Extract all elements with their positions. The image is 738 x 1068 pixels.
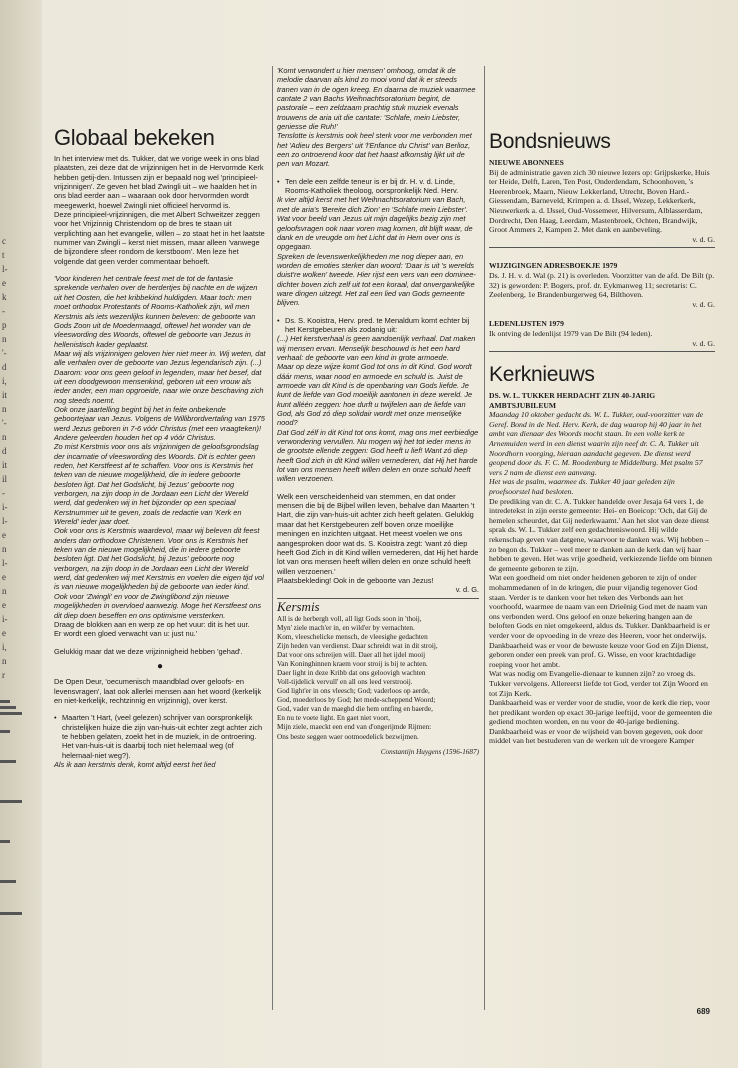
gutter-mark (0, 706, 16, 709)
gutter-letter: '- (2, 418, 7, 428)
gutter-letter: l- (2, 516, 8, 526)
gutter-letter: i, (2, 376, 7, 386)
gutter-letter: - (2, 306, 5, 316)
gutter-letter: k (2, 292, 7, 302)
poem-line: God, vader van de maeghd die hem ontfing en baerde, (277, 705, 433, 714)
poem-line: Zijn heden van verdienst. Daar schreidt wat in dit stroij, (277, 642, 438, 651)
gutter-letter: d (2, 446, 7, 456)
poem-line: God light'er in ons vleesch; God; vaderloos op aerde, (277, 687, 430, 696)
poem-line: God, moederloos by God; het mede-scheppend Woord; (277, 696, 436, 705)
poem-line: Myn' ziele mach'er in, en wild'er by vernachten. (277, 623, 415, 632)
gutter-letter: e (2, 278, 6, 288)
quote-paragraph: Dat God zélf in dit Kind tot ons komt, mag ons met eerbiedige verwondering vervullen. Nu mogen wij het tot ieder mens in de grootste ellende zeggen: God heeft u lief! Want zó diep heeft God zich in dit Kind willen vernederen, dat Hij het harde lot van ons mensen heeft willen delen en onze schuld heeft willen verzoenen. (277, 427, 479, 484)
poem-line: Mijn ziele, maeckt een end van d'ongerijmde Rijmen: (277, 723, 432, 732)
gutter-letter: l- (2, 264, 8, 274)
paragraph: Wat een goedheid om niet onder heidenen geboren te zijn of onder mohammedanen of in de kringen, die puur vijandig tegenover God staan. Verder is te danken voor het teken des Verbonds aan het voorhoofd, waarmee de naam van een Drieënig God met de naam van ons verbonden werd. Ons geloof en onze bekering hangen aan de beloften Gods en niet omgekeerd, aldus ds. Tukker. Dankbaarheid is er verder voor de opvoeding in de vreze des Heeren, voor het onderwijs. Dankbaarheid was er voor de bewuste keuze voor God en Zijn Dienst, geboren onder een preek van prof. G. Wisse, en voor krachtdadige roeping voor het ambt. (489, 573, 711, 669)
quote-paragraph: Ook voor ons is Kerstmis waardevol, maar wij beleven dit feest anders dan orthodoxe Christenen. Voor ons is Kerstmis het teken van de nieuwe mogelijkheid, die in iedere geboorte besloten ligt. Dat het Godslicht, bij Jezus' geboorte nog verborgen, na zijn doop in de Jordaan een Licht der Wereld werd, dat gedenken wij met Kerstmis en voelen die eigen tijd vol is van nieuwe mogelijkheden bij de geboorte van ieder kind. (54, 526, 264, 592)
quote-paragraph: Ook onze jaartelling begint bij het in feite onbekende geboortejaar van Jezus. Volgens de Willibrordvertaling van 1975 werd Jezus geboren in 7-6 vóór Christus (met een vraagteken)! Andere geleerden houden het op 4 vóór Christus. (54, 404, 265, 442)
poem-line: Kom, vleeschelicke mensch, de vleesighe gedachten (277, 633, 428, 641)
paragraph: De prediking van dr. C. A. Tukker handelde over Jesaja 64 vers 1, de intredetekst in zijn eerste gemeente: Hei- en Boeicop: 'Och, dat Gij de hemelen scheurdet, dat Gij nederkwaamt.' Aan het slot van deze dienst sprak ds. W. L. Tukker zelf een gedachteniswoord. Hij wilde rekenschap geven van datgene, waarvoor te danken was. Wij hebben – zo begon ds. Tukker – veel meer te danken aan de kerk dan wij haar hebben te geven. Het was vrije goedheid, verkiezende liefde om binnen de gemeente geboren te zijn. (489, 496, 712, 573)
poem-line: Daer light in deze Kribb dat ons geloovigh wachten (277, 669, 426, 678)
bullet-paragraph: • Maarten 't Hart, (veel gelezen) schrijver van oorspronkelijk christelijken huize die zijn van-huis-uit echter zegt achter zich te hebben gelaten, zoekt het in de muziek, in de ontroering. Het van-huis-uit is daarbij toch niet helemaal weg (of helemaal-niet weg?). (54, 713, 266, 760)
gutter-letter: e (2, 600, 6, 610)
poem-line: En nu te voete light. En gaet niet voort, (277, 714, 390, 723)
poem-author: Constantijn Huygens (1596-1687) (380, 747, 479, 756)
gutter-letter: e (2, 628, 6, 638)
gutter-letter: n (2, 656, 7, 666)
gutter-letter: l- (2, 558, 8, 568)
quote-paragraph: Daarom: voor ons geen geloof in legenden, maar het besef, dat uit een doodgewoon mensenkind, geboren uit een vrouw als ieder ander, een man opgroeide, naar wie onze beschaving zich nog steeds noemt. (54, 367, 264, 405)
poem-line: All is de herbergh voll, all ligt Gods soon in 'thoij, (277, 614, 422, 623)
gutter-letter: e (2, 530, 6, 540)
gutter-letter: it (2, 390, 8, 400)
quote-paragraph: Spreken de levenswerkelijkheden me nog dieper aan, en worden de emoties sterker dan woord: 'Daar is uit 's werelds duist're wolken' tweede. Hier rijst een vers van een dominee-dichter boven zich zelf uit tot een koraal, dat onvergankelijke ware dingen uitzegt. Het zal een lied van Gods gemeente blijven. (277, 251, 476, 308)
signature: v. d. G. (692, 338, 715, 348)
gutter-mark (0, 760, 16, 763)
gutter-letter: n (2, 432, 7, 442)
gutter-letter: n (2, 544, 7, 554)
paragraph: Gelukkig maar dat we deze vrijzinnigheid hebben 'gehad'. (54, 646, 243, 656)
intro-paragraph: Maandag 10 oktober gedacht ds. W. L. Tukker, oud-voorzitter van de Geref. Bond in de Ned. Herv. Kerk, de dag waarop hij 40 jaar in het ambt van dienaar des Woords mocht staan. In een volle kerk te Arnemuiden werd in een dienst waarin zijn neef dr. C. A. Tukker uit Noordhorn voorging, hieraan aandacht gegeven. De dienst werd geopend door ds. F. C. M. Roodenburg te Middelburg. Met psalm 57 vers 2 nam de dienst een aanvang. (489, 410, 704, 477)
column-left (54, 126, 266, 769)
paragraph: Wat was nodig om Evangelie-dienaar te kunnen zijn? zo vroeg ds. Tukker vervolgens. Allereerst liefde tot God, verder tot Zijn Woord en tot Zijn Kerk. (489, 669, 708, 698)
gutter-letter: '- (2, 348, 7, 358)
divider (489, 351, 715, 352)
gutter-letter: i- (2, 614, 8, 624)
intro-paragraph: Het was de psalm, waarmee ds. Tukker 40 jaar geleden zijn proefsoorstel had besloten. (489, 477, 675, 497)
paragraph: Deze principieel-vrijzinnigen, die met Albert Schweitzer zeggen voor het Vrijzinnig Christendom op de bres te staan uit verplichting aan het evangelie, willen – zo staat het in het laatste nummer van Zwingli – kerst niet missen, maar alleen 'vanwege de bijzondere sfeer rondom de kerstboom'. Men leze het volgende dat geen verder commentaar behoeft. (54, 210, 265, 266)
paragraph: Welk een verscheidenheid van stemmen, en dat onder mensen die bij de Bijbel willen leven, behalve dan Maarten 't Hart, die zijn van-huis-uit achter zich heeft gelaten. Gelukkig maar dat het Kerstgebeuren zelf boven onze moeilijke meningen en inzichten uitgaat. Het meest voelen we ons aangesproken door wat ds. S. Kooistra zegt: 'want zó diep heeft God Zich in dit Kind willen vernederen, dat Hij het harde lot van ons mensen heeft willen delen en onze schuld heeft willen verzoenen.' (277, 491, 479, 576)
quote-paragraph: Ook voor 'Zwingli' en voor de Zwinglibond zijn nieuwe mogelijkheden in overvloed aanwezig. Moge het Kerstfeest ons dit diep doen beseffen en ons optimisme versterken. (54, 591, 262, 620)
gutter-mark (0, 840, 10, 843)
quote-paragraph: Maar op deze wijze komt God tot ons in dit Kind. God wordt dáár mens, waar nood en armoede en schuld is. Juist de armoede van dit Kind is de openbaring van Gods liefde. Je kunt de liefde van God moeilijk aantonen in deze wereld. Je kunt alléén zeggen: hoe durft u twijfelen aan de liefde van God, als God zó diep solidair wordt met onze menselijke nood? (277, 362, 473, 428)
quote-paragraph: Er wordt een gloed verwacht van u: just nu.' (54, 629, 198, 639)
quote-paragraph: Ik vier altijd kerst met het Weihnachtsoratorium van Bach, met de aria's 'Bereite dich Zion' en 'Schlafe mein Liebster'. Wat voor beeld van Jezus uit mijn dagelijks bezig zijn met geloofsvragen ook naar voren mag komen, dit blijft waar, de dank en de vreugde om het Licht dat in Hem over ons is opgegaan. (277, 195, 473, 252)
quote-paragraph: Zo mist Kerstmis voor ons als vrijzinnigen de geloofsgrondslag der incarnatie of vleeswording des Woords. Dit is echter geen reden, het Kerstfeest af te schaffen. Voor ons is Kerstmis het teken van de nieuwe mogelijkheid, die in iedere geboorte besloten ligt. Dat het Godslicht, bij Jezus' geboorte nog verborgen, na zijn doop in de Jordaan een Licht der Wereld werd, dat gedenken wij in het bijzonder op een speciaal Kerstnummer uit te geven, zoals de redactie van 'Kerk en Wereld' ieder jaar doet. (54, 442, 259, 527)
bullet-paragraph: • Ten dele een zelfde teneur is er bij dr. H. v. d. Linde, Rooms-Katholiek theoloog, oorspronkelijk Ned. Herv. (277, 177, 479, 196)
gutter-letter: c (2, 236, 6, 246)
paragraph: In het interview met ds. Tukker, dat we vorige week in ons blad plaatsten, zei deze dat de vrijzinnigen het in de Hervormde Kerk hebben getij-den. Intussen zijn er bepaald nog wel 'principieel-vrijzinnigen'. Ze geven het blad Zwingli uit – we haalden het in ons blad eerder aan – waaraan ook door hervormden wordt meegewerkt, hoewel Zwingli niet officieel hervormd is. (54, 154, 264, 210)
quote-paragraph: 'Komt verwondert u hier mensen' omhoog, omdat ik de melodie daarvan als kind zo mooi vond dat ik er steeds tranen van in de ogen kreeg. En daarna de muziek waarmee cantate 2 van Bachs Weihnachtsoratorium begint, de pastorale – een zeldzaam prachtig stuk muziek evenals trouwens de aria uit die cantate: 'Schlafe, mein Liebster, geniesse die Ruh!' (277, 66, 476, 132)
poem-line: Van Koninghinnen kraem voor stroij is bij te achten. (277, 660, 428, 669)
gutter-letter: n (2, 404, 7, 414)
gutter-letter: it (2, 460, 8, 470)
signature: v. d. G. (455, 585, 479, 595)
gutter-mark (0, 912, 22, 915)
subheading: DS. W. L. TUKKER HERDACHT ZIJN 40-JARIG AMBTSJUBILEUM (489, 391, 656, 410)
gutter-letter: p (2, 320, 7, 330)
quote-paragraph: Tenslotte is kerstmis ook heel sterk voor me verbonden met het 'Adieu des Bergers' uit 'l'Enfance du Christ' van Berlioz, een zo ontroerend koor dat het haast afkomstig lijkt uit de pen van Mozart. (277, 131, 472, 169)
quote-paragraph: 'Voor kinderen het centrale feest met de tot de fantasie sprekende verhalen over de herdertjes bij nachte en de wijzen uit het Oosten, die het kribbekind huldigden. Maar toch: men moet orthodox Protestants of Rooms-Katholiek zijn, wil men Kerstmis als iets wezenlijks kunnen beleven: de geboorte van Gods Zoon uit de Moedermaagd, oftewel het wonder van de vleeswording des Woords, oftewel de geboorte van Jezus in hellenistisch kader geplaatst. (54, 274, 258, 349)
gutter-letter: i, (2, 642, 7, 652)
gutter-letter: il (2, 474, 8, 484)
paragraph: Ds. J. H. v. d. Wal (p. 21) is overleden. Voorzitter van de afd. De Bilt (p. 32) is geworden: P. Bogers, prof. dr. Eykmanweg 11; secretaris: C. Zeelenberg, 1e Brandenburgerweg 64, Bilthoven. (489, 270, 715, 300)
subheading: WIJZIGINGEN ADRESBOEKJE 1979 (489, 261, 618, 271)
section-title: Bondsnieuws (489, 130, 611, 153)
quote-paragraph: Draag de blokken aan en werp ze op het vuur: dit is het uur. (54, 619, 250, 629)
subheading: NIEUWE ABONNEES (489, 158, 564, 167)
quote-paragraph: (...) Het kerstverhaal is geen aandoenlijk verhaal. Dat maken wij mensen ervan. Menselijk beschouwd is het een hard verhaal: de geboorte van een kind in grote armoede. (277, 334, 476, 362)
paragraph: Plaatsbekleding! Ook in de geboorte van Jezus! (277, 575, 434, 585)
bullet-paragraph: • Ds. S. Kooistra, Herv. pred. te Menaldum komt echter bij het Kerstgebeuren als zodanig uit: (277, 316, 479, 335)
gutter-letter: n (2, 334, 7, 344)
article-title: Globaal bekeken (54, 125, 215, 150)
paragraph: Ik ontving de ledenlijst 1979 van De Bilt (94 leden). (489, 328, 653, 338)
gutter-mark (0, 880, 16, 883)
poem-line: Voll-tijdelick vervull' en all ons leed verstrooij. (277, 678, 413, 687)
gutter-letter: t (2, 250, 5, 260)
gutter-letter: r (2, 670, 5, 680)
poem-title: Kersmis (277, 598, 320, 614)
section-title: Kerknieuws (489, 363, 595, 387)
paragraph: Bij de administratie gaven zich 30 nieuwe lezers op: Grijpskerke, Huis ter Heide, Delft, Laren, Ten Post, Onderdendam, Schoonhoven, 's Heerenbroek, Maarn, Nieuw Lekkerland, Utrecht, Boven Hard.-Giessendam, Barneveld, Krimpen a. d. IJssel, Wezep, Lekkerkerk, Nieuwerkerk a. d. IJssel, Oud-Vossemeer, Hilversum, Alblasserdam, Dordrecht, Den Haag, Leerdam, Mastenbroek, Ochten, Brandwijk, Groot Ammers 2, Kampen 2. Met dank en aanbeveling. (489, 167, 710, 235)
quote-paragraph: Als ik aan kerstmis denk, komt altijd eerst het lied (54, 759, 216, 769)
left-page-gutter (0, 0, 42, 1068)
separator-dot: ● (156, 660, 164, 672)
signature: v. d. G. (692, 299, 715, 309)
column-rule (272, 66, 273, 1010)
gutter-letter: d (2, 362, 7, 372)
page-number: 689 (696, 1007, 710, 1016)
gutter-letter: e (2, 572, 6, 582)
paragraph: Dankbaarheid was er verder voor de studie, voor de kerk die riep, voor het predikant worden op exact 30-jarige leeftijd, voor de gemeenten die gediend mochten worden, en nu voor de 40-jarige bediening. Dankbaarheid was er voor de wijsheid van boven gegeven, ook door middel van het bestuderen van de werken uit de vroegere Kamper (489, 698, 713, 746)
gutter-letter: - (2, 488, 5, 498)
poem (277, 615, 479, 757)
gutter-mark (0, 730, 10, 733)
gutter-mark (0, 800, 22, 803)
gutter-letter: i- (2, 502, 8, 512)
column-right (489, 130, 715, 746)
column-rule (484, 66, 485, 1010)
signature: v. d. G. (692, 234, 715, 244)
gutter-letter: n (2, 586, 7, 596)
gutter-mark (0, 700, 10, 703)
poem-line: Dat voor ons schreijen will. Daer all het ijdel mooij (277, 651, 426, 660)
poem-line: Ons beste seggen waer ootmoedelick bezwijmen. (277, 732, 419, 741)
divider (489, 247, 715, 248)
subheading: LEDENLIJSTEN 1979 (489, 319, 564, 329)
quote-paragraph: Maar wij als vrijzinnigen geloven hier niet meer in. Wij weten, dat alle verhalen over de geboorte van Jezus legendarisch zijn. (...) (54, 348, 266, 368)
paragraph: De Open Deur, 'oecumenisch maandblad over geloofs- en levensvragen', laat ook allerlei mensen aan het woord (kerkelijk en niet-kerkelijk, rechtzinnig en vrijzinnig), over kerst. (54, 677, 262, 705)
gutter-mark (0, 712, 22, 715)
column-middle (277, 66, 479, 757)
